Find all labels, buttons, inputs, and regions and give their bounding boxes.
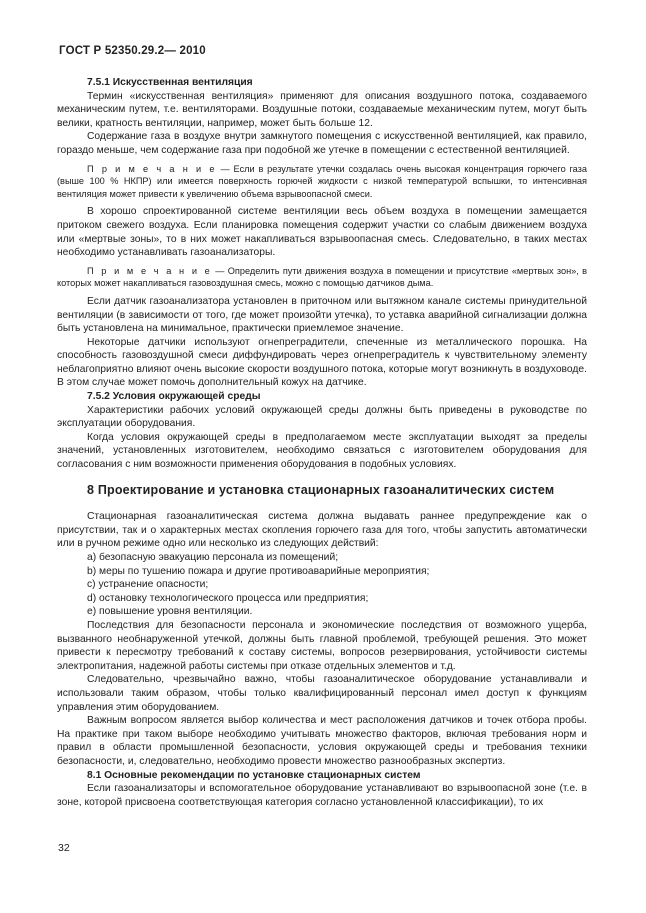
section-7-5-2-heading: 7.5.2 Условия окружающей среды [87, 391, 261, 403]
paragraph: Когда условия окружающей среды в предполагаемом месте эксплуатации выходят за пределы значений, установленных изготовителем, необходимо связаться с изготовителем оборудования для согласования с ним возможности применения оборудования в подобных условиях. [57, 431, 587, 471]
list-item: b) меры по тушению пожара и другие противоаварийные мероприятия; [87, 565, 430, 577]
paragraph: Термин «искусственная вентиляция» применяют для описания воздушного потока, создаваемого механическим путем, т.е. вентиляторами. Воздушные потоки, создаваемые механическим путем, могут быть велики, кратность вентиляции, например, может быть больше 12. [57, 90, 587, 129]
paragraph: В хорошо спроектированной системе вентиляции весь объем воздуха в помещении замещается притоком свежего воздуха. Если планировка помещения содержит участки со слабым движением воздуха или «мертвые зоны», то в них может накапливаться взрывоопасная смесь. Следовательно, в таких местах необходимо устанавливать газоанализаторы. [57, 206, 587, 259]
paragraph: Содержание газа в воздухе внутри замкнутого помещения с искусственной вентиляцией, как правило, гораздо меньше, чем содержание газа при подобной же утечке в помещении с естественной вентиляцией. [57, 131, 587, 156]
list-item: a) безопасную эвакуацию персонала из помещений; [87, 552, 339, 563]
paragraph: Стационарная газоаналитическая система должна выдавать раннее предупреждение как о присутствии, так и о характерных местах скопления горючего газа для того, чтобы запустить автоматически или в ручном режиме одно или несколько из следующих действий: [57, 511, 587, 550]
paragraph: Если газоанализаторы и вспомогательное оборудование устанавливают во взрывоопасной зоне (т.е. в зоне, которой присвоена соответствующая категория согласно установленной классификации), то их [57, 783, 587, 808]
document-header: ГОСТ Р 52350.29.2— 2010 [59, 45, 206, 57]
note [57, 163, 587, 201]
list-item: e) повышение уровня вентиляции. [87, 606, 253, 618]
list-item: d) остановку технологического процесса или предприятия; [87, 592, 369, 604]
document-body [57, 76, 587, 809]
paragraph: Некоторые датчики используют огнепреградители, спеченные из металлического порошка. На способность газовоздушной смеси диффундировать через огнепреградитель к чувствительному элементу неблагоприятно влияют очень высокие скорости воздушного потока, которые могут возникнуть в воздуховоде. В этом случае может помочь дополнительный кожух на датчике. [57, 336, 587, 389]
section-7-5-1-heading: 7.5.1 Искусственная вентиляция [87, 77, 253, 88]
section-8-1-heading: 8.1 Основные рекомендации по установке стационарных систем [87, 769, 421, 781]
list-item: c) устранение опасности; [87, 579, 209, 591]
note-label: П р и м е ч а н и е [87, 163, 217, 174]
section-8-heading: 8 Проектирование и установка стационарных газоаналитических систем [87, 482, 555, 497]
paragraph: Последствия для безопасности персонала и экономические последствия от возможного ущерба, вызванного необнаруженной утечкой, должны быть главной проблемой, требующей решения. Это может привести к пересмотру требований к составу системы, вопросов резервирования, устойчивости системы электропитания, надежной работы системы при отказе отдельных элементов и т.д. [57, 619, 587, 672]
page-number: 32 [58, 842, 70, 854]
paragraph: Характеристики рабочих условий окружающей среды должны быть приведены в руководстве по эксплуатации оборудования. [57, 404, 587, 430]
note-label: П р и м е ч а н и е [87, 265, 212, 276]
note [57, 265, 587, 290]
note-text: — Если в результате утечки создалась очень высокая концентрация горючего газа (выше 100 % НКПР) или имеется поверхность горючей жидкости с низкой температурой вспышки, то интенсивная вентиляция может привести к увеличению объема взрывоопасной смеси. [57, 163, 587, 199]
paragraph: Важным вопросом является выбор количества и мест расположения датчиков и точек отбора пробы. На практике при таком выборе необходимо учитывать множество факторов, включая требования норм и правил в области промышленной безопасности, условия окружающей среды и требования техники безопасности, и, следовательно, необходимо провести множество разнообразных экспертиз. [57, 715, 587, 767]
paragraph: Следовательно, чрезвычайно важно, чтобы газоаналитическое оборудование устанавливали и использовали таким образом, чтобы только квалифицированный персонал имел доступ к функциям управления этим оборудованием. [57, 674, 587, 713]
note-text: — Определить пути движения воздуха в помещении и присутствие «мертвых зон», в которых может накапливаться газовоздушная смесь, можно с помощью датчиков дыма. [57, 265, 587, 289]
paragraph: Если датчик газоанализатора установлен в приточном или вытяжном канале системы принудительной вентиляции (в зависимости от того, где может произойти утечка), то уставка аварийной сигнализации должна быть установлена на минимальное, практически приемлемое значение. [57, 295, 587, 335]
